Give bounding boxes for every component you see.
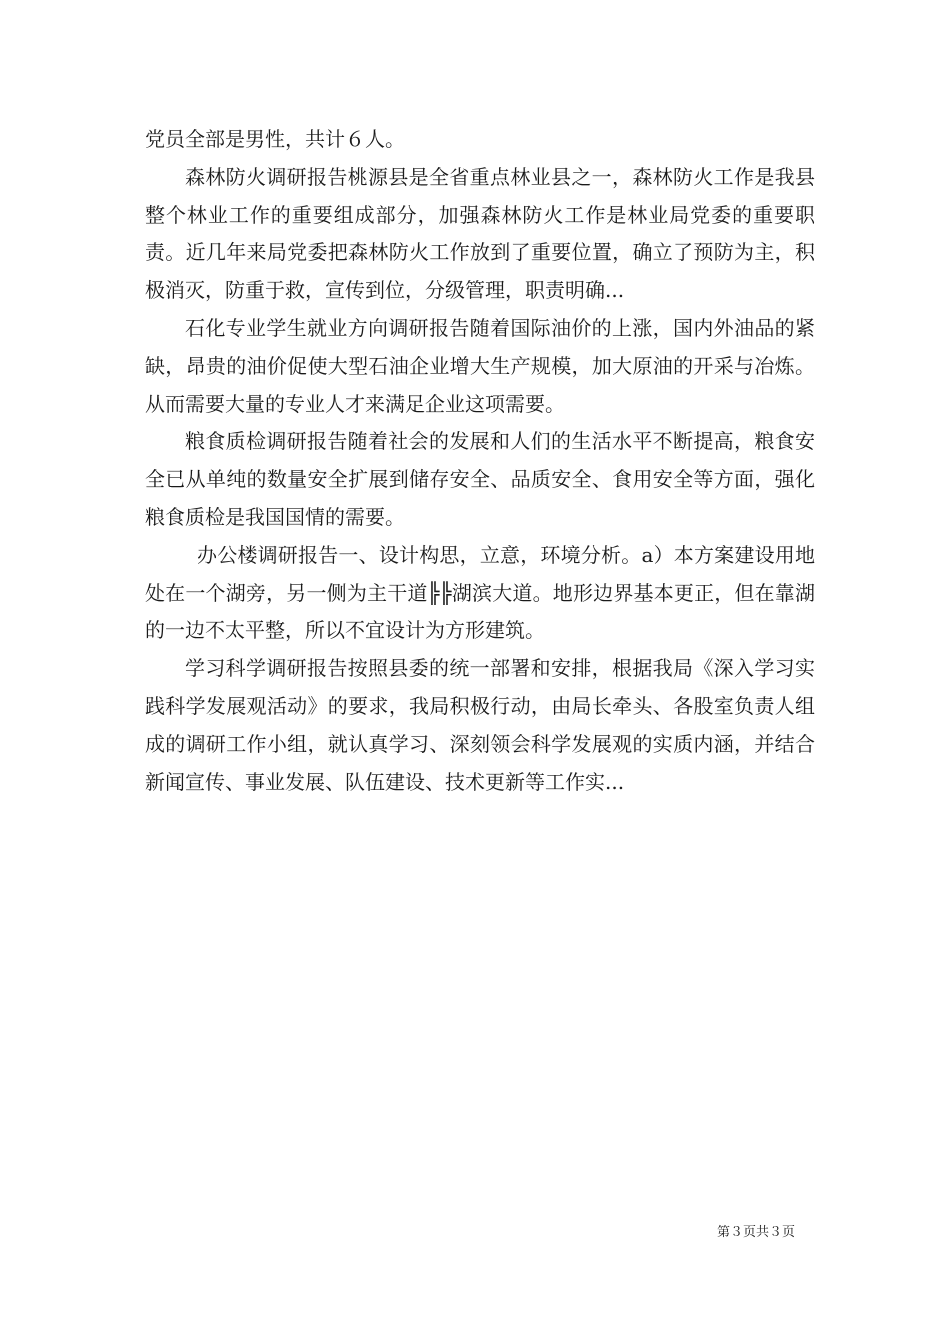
paragraph-study-science-report: 学习科学调研报告按照县委的统一部署和安排，根据我局《深入学习实践科学发展观活动》的要求，我局积极行动，由局长牵头、各股室负责人组成的调研工作小组，就认真学习、深刻领会科学发展观的实质内涵，并结合新闻宣传、事业发展、队伍建设、技术更新等工作实... xyxy=(145,656,815,794)
paragraph-grain-inspection-report: 粮食质检调研报告随着社会的发展和人们的生活水平不断提高，粮食安全已从单纯的数量安全扩展到储存安全、品质安全、食用安全等方面，强化粮食质检是我国国情的需要。 xyxy=(145,429,815,529)
paragraph-forest-fire-report: 森林防火调研报告桃源县是全省重点林业县之一，森林防火工作是我县整个林业工作的重要组成部分，加强森林防火工作是林业局党委的重要职责。近几年来局党委把森林防火工作放到了重要位置，确立了预防为主，积极消灭，防重于救，宣传到位，分级管理，职责明确... xyxy=(145,164,815,303)
paragraph-continuation: 党员全部是男性，共计６人。 xyxy=(145,127,405,151)
paragraph-petrochemical-report: 石化专业学生就业方向调研报告随着国际油价的上涨，国内外油品的紧缺，昂贵的油价促使大型石油企业增大生产规模，加大原油的开采与冶炼。从而需要大量的专业人才来满足企业这项需要。 xyxy=(145,315,815,416)
page-number-footer: 第３页共３页 xyxy=(717,1225,796,1240)
document-body xyxy=(145,121,815,801)
paragraph-office-building-report: 办公楼调研报告一、设计构思，立意，环境分析。a）本方案建设用地处在一个湖旁，另一侧为主干道╠╠湖滨大道。地形边界基本更正，但在靠湖的一边不太平整，所以不宜设计为方形建筑。 xyxy=(145,542,815,643)
